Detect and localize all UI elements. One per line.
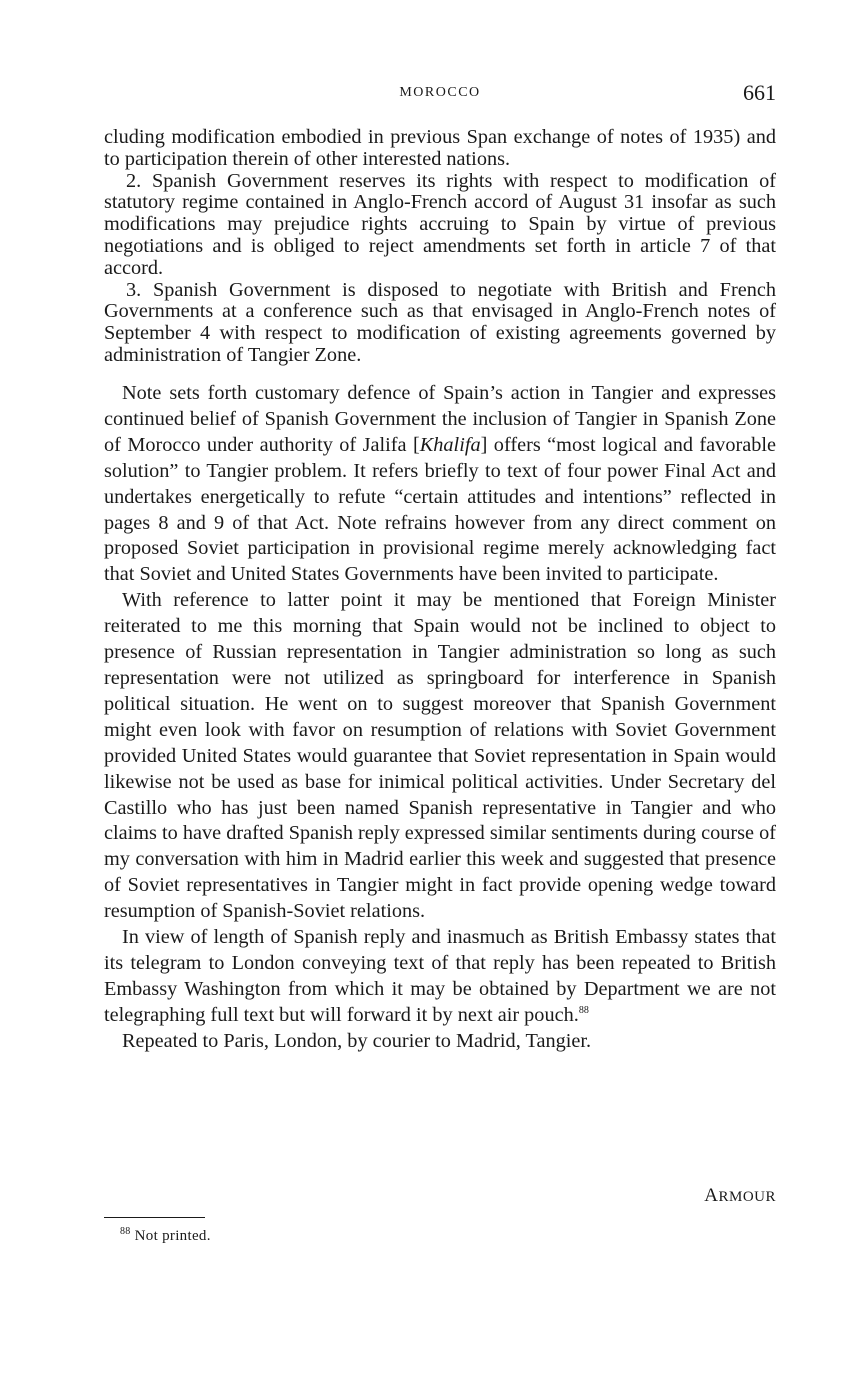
footnote-marker: 88 (120, 1226, 131, 1237)
body-paragraph-1-text-a: Note sets forth customary defence of Spain’s action in Tangier and expresses continued belief of Spanish Government the inclusion of Tangier in Spanish Zone of Morocco under authority of Jalifa [ (104, 382, 776, 456)
signature (704, 1185, 776, 1207)
page-number: 661 (743, 80, 776, 105)
body-paragraph-2: With reference to latter point it may be mentioned that Foreign Minister reiterated to me this morning that Spain would not be inclined to object to presence of Russian representation in Tangier administration so long as such representation were not utilized as springboard for interference in Spanish political situation. He went on to suggest moreover that Spanish Government might even look with favor on resumption of relations with Soviet Government provided United States would guarantee that Soviet representation in Spain would likewise not be used as base for inimical political activities. Under Secretary del Castillo who has just been named Spanish representative in Tangier and who claims to have drafted Spanish reply expressed similar sentiments during course of my conversation with him in Madrid earlier this week and suggested that presence of Soviet representatives in Tangier might in fact provide opening wedge toward resumption of Spanish-Soviet relations. (104, 589, 776, 923)
body-paragraph-1 (104, 381, 776, 588)
signature-rest: RMOUR (718, 1189, 776, 1205)
footnote-divider (104, 1217, 205, 1218)
body-paragraph-4: Repeated to Paris, London, by courier to Madrid, Tangier. (122, 1029, 592, 1052)
footnote-reference: 88 (578, 1004, 589, 1016)
body-paragraph-1-text-b: ] offers “most logical and favorable solution” to Tangier problem. It refers briefly to text of four power Final Act and undertakes energetically to refute “certain attitudes and intentions” reflected in pages 8 and 9 of that Act. Note refrains however from any direct comment on proposed Soviet participation in provisional regime merely acknowledging fact that Soviet and United States Governments have been invited to participate. (104, 433, 776, 586)
running-title: MOROCCO (399, 85, 481, 100)
body-paragraph-3-text: In view of length of Spanish reply and inasmuch as British Embassy states that its telegram to London conveying text of that reply has been repeated to British Embassy Washington from which it may be obtained by Department we are not telegraphing full text but will forward it by next air pouch. (104, 926, 776, 1026)
quoted-paragraph-1: cluding modification embodied in previous Span exchange of notes of 1935) and to participation therein of other interested nations. (104, 126, 776, 170)
footnote (120, 1228, 211, 1245)
quoted-telegram-text (104, 127, 776, 367)
body-paragraph-1-italic: Khalifa (419, 433, 481, 456)
footnote-text: Not printed. (134, 1228, 211, 1244)
quoted-paragraph-3: 3. Spanish Government is disposed to negotiate with British and French Governments at a conference such as that envisaged in Anglo-French notes of September 4 with respect to modification of existing agreements governed by administration of Tangier Zone. (104, 278, 776, 366)
signature-initial: A (704, 1185, 719, 1206)
running-header (104, 80, 776, 108)
quoted-paragraph-2: 2. Spanish Government reserves its rights with respect to modification of statutory regime contained in Anglo-French accord of August 31 insofar as such modifications may prejudice rights accruing to Spain by virtue of previous negotiations and is obliged to reject amendments set forth in article 7 of that accord. (104, 169, 776, 279)
body-text (104, 381, 776, 1055)
body-paragraph-3 (104, 925, 776, 1029)
